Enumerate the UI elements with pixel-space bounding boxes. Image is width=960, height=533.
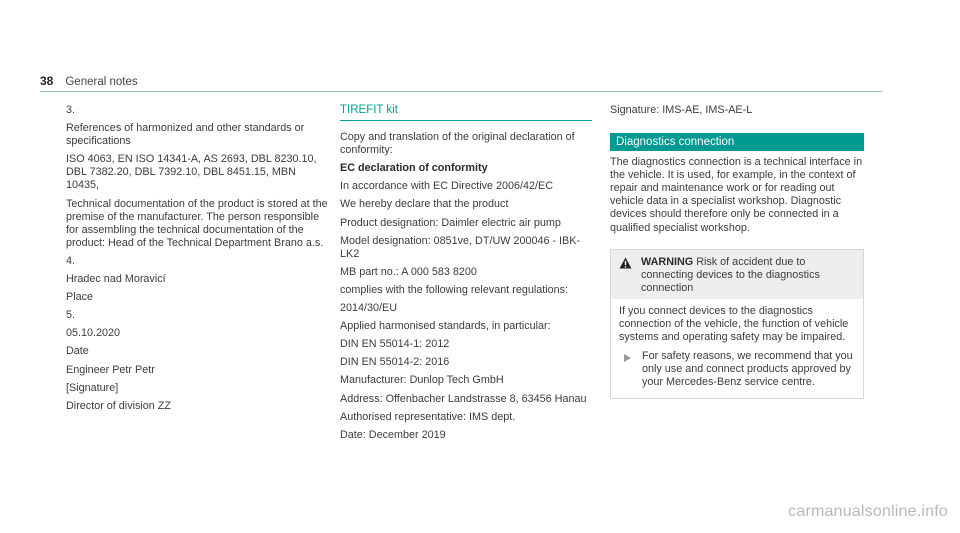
- text-line: Date: [66, 345, 89, 358]
- warning-label: WARNING: [641, 255, 694, 268]
- text-line: Authorised representative: IMS dept.: [340, 410, 516, 423]
- warning-headline: [641, 256, 855, 295]
- text-line: 3.: [66, 104, 76, 116]
- section-title-diagnostics: Diagnostics connection: [610, 133, 864, 151]
- column-diagnostics: [610, 104, 865, 399]
- header-divider: [40, 91, 882, 92]
- text-line: Applied harmonised standards, in particular:: [340, 320, 551, 333]
- text-line: Hradec nad Moravicí: [66, 273, 166, 286]
- text-line: MB part no.: A 000 583 8200: [340, 265, 477, 278]
- section-divider: [340, 120, 592, 121]
- text-line: Address: Offenbacher Landstrasse 8, 63456 Hanau: [340, 392, 587, 405]
- text-line: Engineer Petr Petr: [66, 363, 155, 376]
- warning-triangle-icon: [619, 256, 633, 295]
- page-header: [40, 74, 138, 88]
- warning-body: [611, 299, 863, 398]
- text-line: [Signature]: [66, 381, 119, 394]
- text-line: Director of division ZZ: [66, 399, 171, 412]
- text-line: 2014/30/EU: [340, 302, 398, 315]
- text-line: Product designation: Daimler electric air pump: [340, 216, 561, 229]
- signature-line: Signature: IMS-AE, IMS-AE-L: [610, 104, 753, 116]
- subheading-ec-declaration: EC declaration of conformity: [340, 162, 488, 175]
- text-line: Date: December 2019: [340, 428, 446, 441]
- text-line: 05.10.2020: [66, 327, 121, 340]
- column-declaration-continued: [66, 104, 328, 418]
- warning-header: [611, 250, 863, 299]
- text-line: Technical documentation of the product is stored at the premise of the manufacturer. The person responsible for assembling the technical documentation of the product: Head of the Technical Department Brano a.s.: [66, 197, 328, 249]
- running-title: General notes: [65, 76, 138, 88]
- section-title-tirefit: TIREFIT kit: [340, 104, 398, 116]
- text-line: In accordance with EC Directive 2006/42/EC: [340, 180, 554, 193]
- text-line: complies with the following relevant regulations:: [340, 283, 569, 296]
- text-line: Place: [66, 291, 94, 304]
- warning-instruction-text: For safety reasons, we recommend that you only use and connect products approved by your Mercedes-Benz service centre.: [642, 350, 853, 389]
- warning-instruction: [619, 350, 855, 389]
- text-line: ISO 4063, EN ISO 14341-A, AS 2693, DBL 8230.10, DBL 7382.20, DBL 7392.10, DBL 8451.15, MBN 10435,: [66, 153, 317, 192]
- text-line: 4.: [66, 254, 76, 267]
- intro-text: Copy and translation of the original declaration of conformity:: [340, 131, 575, 157]
- play-arrow-icon: [624, 350, 632, 389]
- column-tirefit-kit: [340, 104, 595, 447]
- text-line: 5.: [66, 309, 76, 322]
- text-line: We hereby declare that the product: [340, 198, 509, 211]
- warning-body-text: If you connect devices to the diagnostics connection of the vehicle, the function of vehicle systems and operating safety may be impaired.: [619, 304, 849, 344]
- text-line: Manufacturer: Dunlop Tech GmbH: [340, 374, 504, 387]
- text-line: DIN EN 55014-1: 2012: [340, 338, 450, 351]
- diagnostics-description: The diagnostics connection is a technical interface in the vehicle. It is used, for example, in the context of repair and maintenance work or for reading out vehicle data in a specialist workshop. Diagnostic devices should therefore only be connected in a qualified specialist workshop.: [610, 156, 863, 234]
- text-line: DIN EN 55014-2: 2016: [340, 356, 450, 369]
- warning-headline-text: Risk of accident due to connecting devices to the diagnostics connection: [641, 255, 820, 294]
- watermark: carmanualsonline.info: [788, 503, 948, 520]
- page-number: 38: [40, 74, 54, 88]
- text-line: References of harmonized and other standards or specifications: [66, 122, 305, 148]
- text-line: Model designation: 0851ve, DT/UW 200046 - IBK-LK2: [340, 234, 581, 260]
- warning-box: [610, 249, 864, 399]
